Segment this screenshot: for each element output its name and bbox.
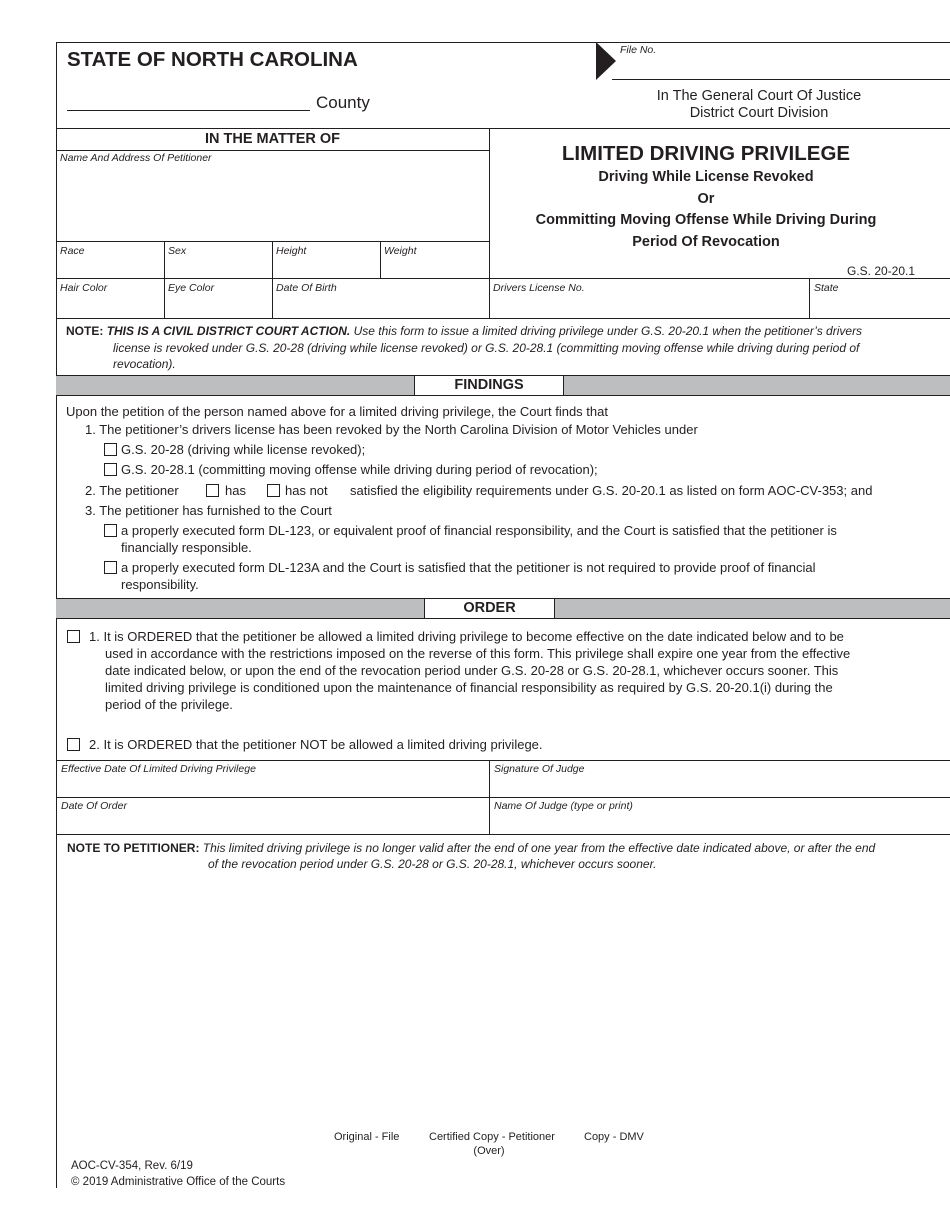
findings-item-1: 1. The petitioner’s drivers license has been revoked by the North Carolina Division of Motor Vehicles under	[85, 422, 698, 437]
checkbox-has-not[interactable]	[267, 484, 280, 497]
over-indicator: (Over)	[473, 1145, 505, 1157]
findings-intro: Upon the petition of the person named above for a limited driving privilege, the Court finds that	[66, 404, 608, 419]
race-label: Race	[60, 245, 85, 257]
county-label: County	[316, 93, 370, 112]
checkbox-order-allowed[interactable]	[67, 630, 80, 643]
race-sex-divider	[164, 241, 165, 318]
date-of-birth-label: Date Of Birth	[276, 282, 337, 294]
copy-original: Original - File	[334, 1131, 400, 1143]
option-dl-123a	[121, 559, 921, 593]
matter-top-line	[56, 128, 950, 129]
findings-item-3: 3. The petitioner has furnished to the Court	[85, 503, 332, 518]
judge-name-label: Name Of Judge (type or print)	[494, 800, 633, 812]
court-line-2: District Court Division	[689, 105, 829, 121]
file-no-label: File No.	[620, 44, 657, 56]
option-dl-123-line-1: a properly executed form DL-123, or equivalent proof of financial responsibility, and the Court is satisfied that the petitioner is	[121, 523, 837, 538]
order-item-1-line-2: used in accordance with the restrictions imposed on the reverse of this form. This privilege shall expire one year from the effective	[105, 646, 851, 661]
eye-color-label: Eye Color	[168, 282, 215, 294]
license-no-label: Drivers License No.	[493, 282, 585, 294]
height-label: Height	[276, 245, 307, 257]
form-title-block	[490, 141, 922, 253]
arrow-marker-icon	[596, 42, 616, 80]
state-title: STATE OF NORTH CAROLINA	[67, 48, 358, 71]
form-subtitle-4: Period Of Revocation	[632, 233, 780, 250]
form-title: LIMITED DRIVING PRIVILEGE	[561, 142, 851, 165]
form-number: AOC-CV-354, Rev. 6/19	[71, 1160, 193, 1172]
matter-bottom-line	[56, 318, 950, 319]
order-item-1	[89, 628, 929, 713]
option-dl-123a-line-1: a properly executed form DL-123A and the Court is satisfied that the petitioner is not required to provide proof of financial	[121, 560, 816, 575]
findings-item-2-prefix: 2. The petitioner	[85, 483, 179, 498]
sex-height-divider	[272, 241, 273, 318]
petitioner-note-line-1: This limited driving privilege is no longer valid after the end of one year from the effective date indicated above, or after the end	[202, 841, 876, 855]
order-item-1-line-4: limited driving privilege is conditioned upon the maintenance of financial responsibility as required by G.S. 20-20.1(i) during the	[105, 680, 833, 695]
option-gs-20-28: G.S. 20-28 (driving while license revoked);	[121, 442, 366, 457]
hair-row-line	[56, 278, 950, 279]
checkbox-dl-123[interactable]	[104, 524, 117, 537]
form-subtitle-2: Or	[697, 190, 715, 207]
signature-middle-line	[56, 797, 950, 798]
date-of-order-label: Date Of Order	[61, 800, 127, 812]
page-top-border	[56, 42, 950, 43]
signature-bottom-line	[56, 834, 950, 835]
petitioner-note-label: NOTE TO PETITIONER:	[67, 841, 200, 855]
signature-top-line	[56, 760, 950, 761]
checkbox-dl-123a[interactable]	[104, 561, 117, 574]
statute-reference: G.S. 20-20.1	[847, 264, 916, 278]
note-label: NOTE:	[66, 324, 104, 338]
license-state-divider	[809, 278, 810, 318]
option-has-not: has not	[285, 483, 328, 498]
effective-date-label: Effective Date Of Limited Driving Privilege	[61, 763, 256, 775]
checkbox-gs-20-28[interactable]	[104, 443, 117, 456]
form-subtitle-3: Committing Moving Offense While Driving During	[535, 212, 877, 228]
sex-label: Sex	[168, 245, 187, 257]
order-item-1-line-1: 1. It is ORDERED that the petitioner be allowed a limited driving privilege to become effective on the date indicated below and to be	[89, 629, 844, 644]
court-line-1: In The General Court Of Justice	[656, 88, 862, 104]
note-block	[66, 323, 936, 373]
order-item-1-line-3: date indicated below, or upon the end of the revocation period under G.S. 20-28 or G.S. 20-28.1, whichever occurs sooner. This	[105, 663, 839, 678]
note-line-1: Use this form to issue a limited driving privilege under G.S. 20-20.1 when the petitioner’s drivers	[353, 324, 863, 338]
name-address-label: Name And Address Of Petitioner	[60, 152, 212, 164]
matter-heading: IN THE MATTER OF	[204, 131, 341, 147]
checkbox-gs-20-28-1[interactable]	[104, 463, 117, 476]
petitioner-note	[67, 840, 927, 872]
checkbox-order-not-allowed[interactable]	[67, 738, 80, 751]
copy-dmv: Copy - DMV	[584, 1131, 644, 1143]
option-gs-20-28-1: G.S. 20-28.1 (committing moving offense while driving during period of revocation);	[121, 462, 598, 477]
note-emphasis: THIS IS A CIVIL DISTRICT COURT ACTION.	[106, 324, 351, 338]
order-heading: ORDER	[424, 598, 555, 619]
findings-item-2-suffix: satisfied the eligibility requirements under G.S. 20-20.1 as listed on form AOC-CV-353; and	[350, 483, 873, 498]
hair-color-label: Hair Color	[60, 282, 108, 294]
findings-heading: FINDINGS	[414, 375, 564, 396]
weight-label: Weight	[384, 245, 417, 257]
petitioner-note-line-2: of the revocation period under G.S. 20-28 or G.S. 20-28.1, whichever occurs sooner.	[208, 857, 657, 871]
copy-certified: Certified Copy - Petitioner	[429, 1131, 555, 1143]
file-no-line[interactable]	[612, 79, 950, 80]
court-name	[600, 88, 918, 122]
county-blank-line[interactable]	[67, 110, 310, 111]
option-dl-123a-line-2: responsibility.	[121, 577, 199, 592]
matter-heading-line	[56, 150, 489, 151]
option-dl-123	[121, 522, 921, 556]
note-line-2: license is revoked under G.S. 20-28 (driving while license revoked) or G.S. 20-28.1 (committing moving offense while driving during period of	[113, 340, 860, 355]
height-weight-divider	[380, 241, 381, 278]
checkbox-has[interactable]	[206, 484, 219, 497]
state-label: State	[814, 282, 839, 294]
option-has: has	[225, 483, 246, 498]
order-item-2: 2. It is ORDERED that the petitioner NOT be allowed a limited driving privilege.	[89, 737, 543, 752]
order-item-1-line-5: period of the privilege.	[105, 697, 233, 712]
judge-signature-label: Signature Of Judge	[494, 763, 585, 775]
form-subtitle-1: Driving While License Revoked	[598, 169, 814, 185]
copyright: © 2019 Administrative Office of the Courts	[71, 1176, 286, 1188]
note-line-3: revocation).	[113, 357, 176, 371]
option-dl-123-line-2: financially responsible.	[121, 540, 252, 555]
